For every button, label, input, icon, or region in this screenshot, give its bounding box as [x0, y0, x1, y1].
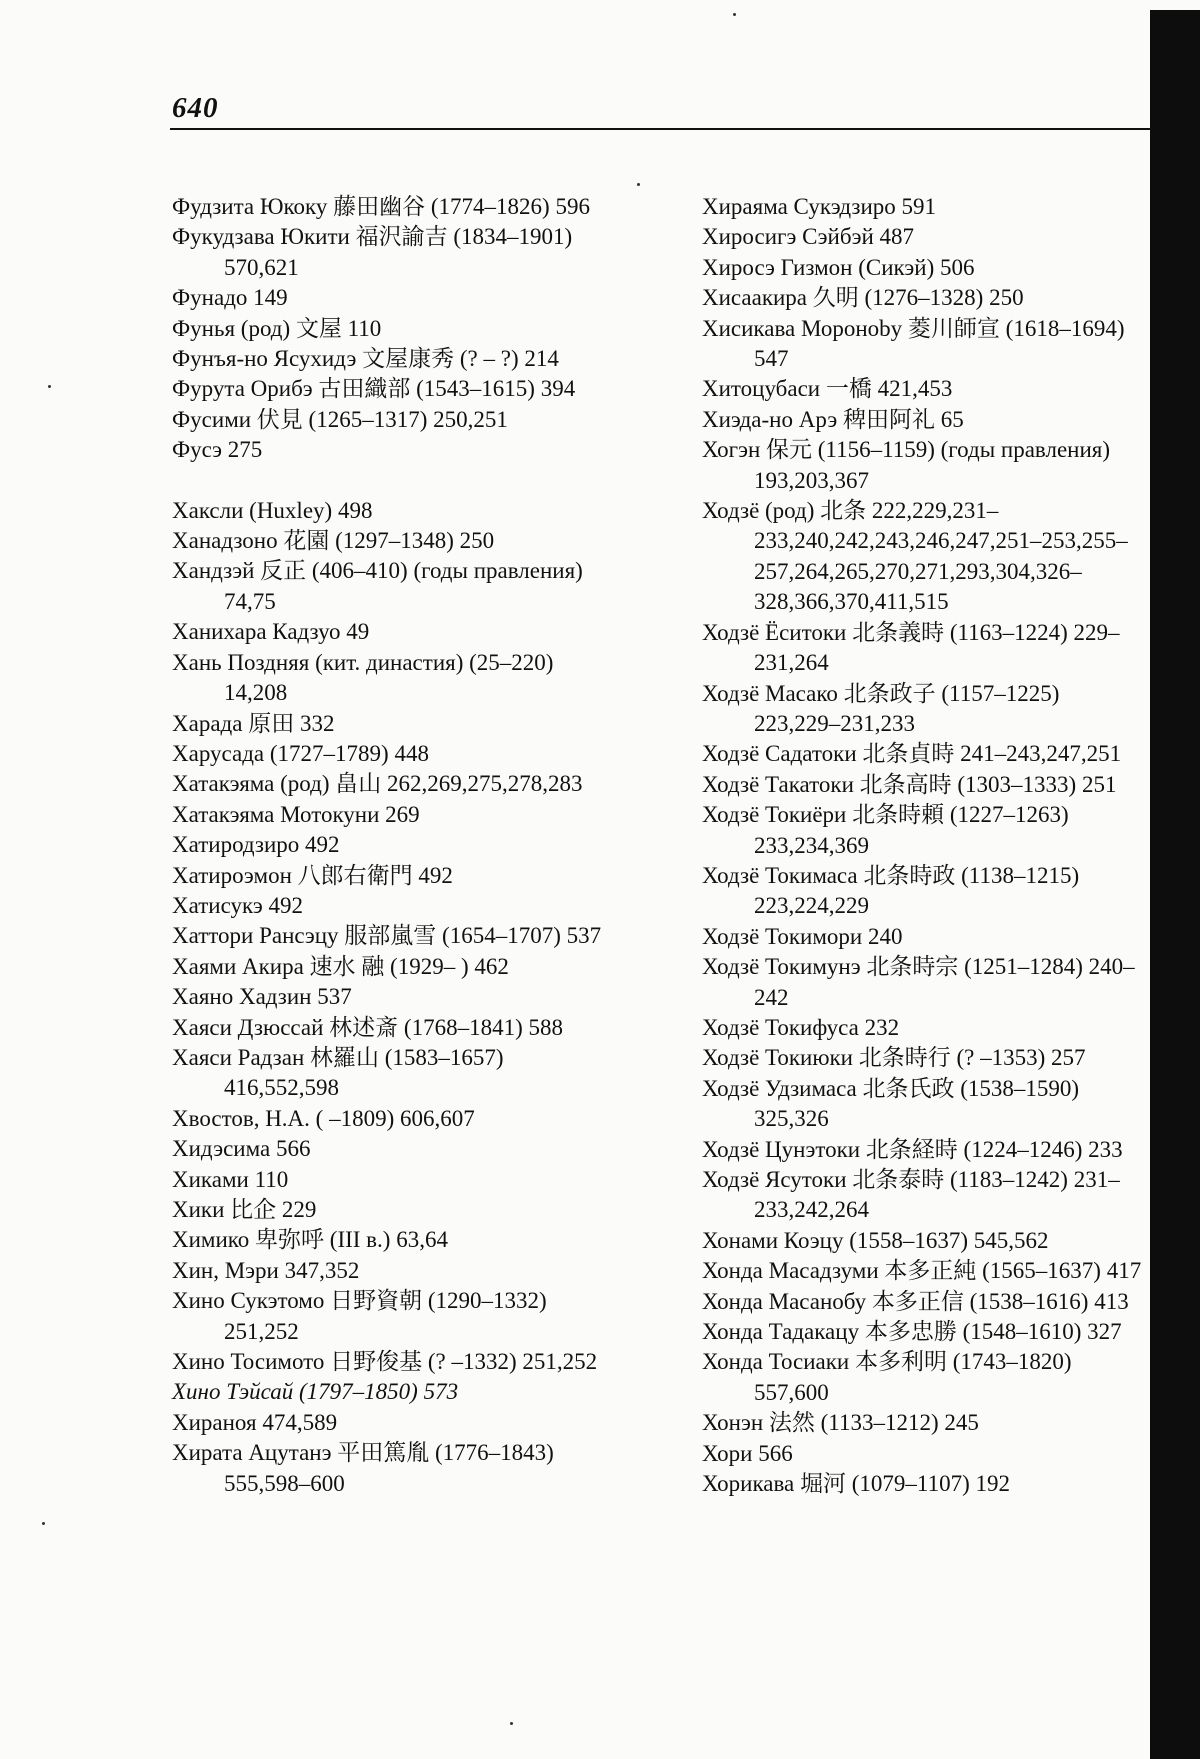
scan-speck [733, 13, 736, 16]
index-entry: Хидэсима 566 [172, 1136, 311, 1162]
index-entry: Ходзё Токимори 240 [702, 923, 903, 949]
index-entry: Хори 566 [702, 1440, 793, 1466]
index-entry: Хираноя 474,589 [172, 1409, 338, 1435]
index-column-right [702, 192, 1150, 1499]
scan-speck [48, 385, 51, 388]
index-entry: Хаями Акира 速水 融 (1929– ) 462 [172, 953, 509, 979]
page-number: 640 [172, 92, 219, 124]
index-entry: Хиросигэ Сэйбэй 487 [702, 224, 914, 250]
index-entry: Хаяси Радзан 林羅山 (1583–1657) 416,552,598 [172, 1044, 504, 1101]
index-entry: Хонда Тадакацу 本多忠勝 (1548–1610) 327 [702, 1319, 1122, 1345]
index-entry: Ходзё Ёситоки 北条義時 (1163–1224) 229–231,264 [702, 619, 1120, 676]
scan-speck [637, 183, 640, 186]
index-entry: Ходзё Ясутоки 北条泰時 (1183–1242) 231–233,242,264 [702, 1167, 1120, 1223]
index-entry: Харада 原田 332 [172, 710, 335, 736]
index-entry: Хорикава 堀河 (1079–1107) 192 [702, 1471, 1010, 1497]
index-entry: Хатироэмон 八郎右衛門 492 [172, 862, 453, 888]
index-entry: Хатиродзиро 492 [172, 832, 340, 858]
index-entry: Ходзё (род) 北条 222,229,231–233,240,242,243,246,247,251–253,255–257,264,265,270,271,293,304,326–328,366,370,411,515 [702, 498, 1128, 615]
index-entry: Хатисукэ 492 [172, 892, 303, 918]
index-entry: Химико 卑弥呼 (III в.) 63,64 [172, 1227, 448, 1253]
header-rule [170, 128, 1150, 130]
index-entry: Ходзё Токимаса 北条時政 (1138–1215) 223,224,229 [702, 862, 1080, 919]
index-entry: Хонами Коэцу (1558–1637) 545,562 [702, 1227, 1049, 1253]
index-entry: Фусими 伏見 (1265–1317) 250,251 [172, 406, 508, 432]
index-entry: Хиэда-но Арэ 稗田阿礼 65 [702, 406, 964, 432]
index-entry: Хин, Мэри 347,352 [172, 1257, 360, 1283]
index-entry: Фунъя-но Ясухидэ 文屋康秀 (? – ?) 214 [172, 346, 559, 372]
index-entry: Фурута Орибэ 古田織部 (1543–1615) 394 [172, 376, 576, 402]
index-entry: Хандзэй 反正 (406–410) (годы правления) 74,75 [172, 558, 583, 614]
index-entry: Ханадзоно 花園 (1297–1348) 250 [172, 528, 495, 554]
index-entry: Ходзё Токиюки 北条時行 (? –1353) 257 [702, 1045, 1086, 1071]
index-entry: Хирата Ацутанэ 平田篤胤 (1776–1843) 555,598–600 [172, 1440, 554, 1496]
index-entry: Хонда Тосиаки 本多利明 (1743–1820) 557,600 [702, 1349, 1072, 1405]
index-entry: Хино Тосимото 日野俊基 (? –1332) 251,252 [172, 1349, 598, 1375]
index-entry: Хисикава Мороноbу 菱川師宣 (1618–1694) 547 [702, 315, 1125, 372]
index-entry: Хонда Масадзуми 本多正純 (1565–1637) 417 [702, 1258, 1142, 1284]
index-entry: Хино Сукэтомо 日野資朝 (1290–1332) 251,252 [172, 1288, 547, 1344]
index-entry: Ходзё Токимунэ 北条時宗 (1251–1284) 240–242 [702, 954, 1135, 1010]
index-entry: Ходзё Садатоки 北条貞時 241–243,247,251 [702, 741, 1122, 767]
index-entry: Фусэ 275 [172, 437, 263, 463]
index-entry: Хонда Масанобу 本多正信 (1538–1616) 413 [702, 1288, 1129, 1314]
index-entry: Хатакэяма (род) 畠山 262,269,275,278,283 [172, 771, 583, 797]
index-entry: Хань Поздняя (кит. династия) (25–220) 14,208 [172, 649, 554, 706]
index-entry: Хитоцубаси 一橋 421,453 [702, 376, 953, 402]
scan-speck [510, 1722, 513, 1725]
index-entry: Хиками 110 [172, 1166, 289, 1192]
index-column-left [172, 192, 617, 1499]
index-entry: Хаксли (Huxley) 498 [172, 497, 373, 523]
index-entry: Хики 比企 229 [172, 1197, 317, 1222]
index-entry: Ходзё Токиёри 北条時頼 (1227–1263) 233,234,369 [702, 802, 1069, 858]
index-entry: Фудзита Юкоку 藤田幽谷 (1774–1826) 596 [172, 194, 590, 219]
scan-speck [42, 1522, 45, 1525]
index-entry: Хогэн 保元 (1156–1159) (годы правления) 193,203,367 [702, 437, 1111, 493]
index-entry: Ходзё Цунэтоки 北条経時 (1224–1246) 233 [702, 1136, 1123, 1162]
index-entry: Хиросэ Гизмон (Сикэй) 506 [702, 254, 975, 280]
index-entry: Ходзё Такатоки 北条高時 (1303–1333) 251 [702, 771, 1117, 797]
index-entry: Фунадо 149 [172, 285, 288, 311]
index-entry: Хираяма Сукэдзиро 591 [702, 194, 937, 219]
index-entry: Хаттори Рансэцу 服部嵐雪 (1654–1707) 537 [172, 923, 602, 949]
index-entry: Хаяно Хадзин 537 [172, 984, 352, 1010]
index-entry: Хаяси Дзюссай 林述斎 (1768–1841) 588 [172, 1014, 563, 1040]
index-entry: Фунья (род) 文屋 110 [172, 315, 382, 341]
index-entry: Фукудзава Юкити 福沢諭吉 (1834–1901) 570,621 [172, 224, 573, 280]
index-entry: Хисаакира 久明 (1276–1328) 250 [702, 285, 1024, 311]
index-entry: Ходзё Удзимаса 北条氏政 (1538–1590) 325,326 [702, 1075, 1080, 1132]
index-entry: Ханихара Кадзуо 49 [172, 619, 370, 645]
index-entry: Харусада (1727–1789) 448 [172, 740, 429, 766]
index-entry: Ходзё Токифуса 232 [702, 1014, 900, 1040]
index-entry: Хатакэяма Мотокуни 269 [172, 801, 420, 827]
index-entry: Хино Тэйсай (1797–1850) 573 [172, 1379, 459, 1405]
scan-edge-shadow [1150, 10, 1200, 1759]
index-entry: Хонэн 法然 (1133–1212) 245 [702, 1410, 979, 1436]
index-entry: Хвостов, Н.А. ( –1809) 606,607 [172, 1105, 475, 1131]
index-entry: Ходзё Масако 北条政子 (1157–1225) 223,229–231,233 [702, 680, 1060, 736]
